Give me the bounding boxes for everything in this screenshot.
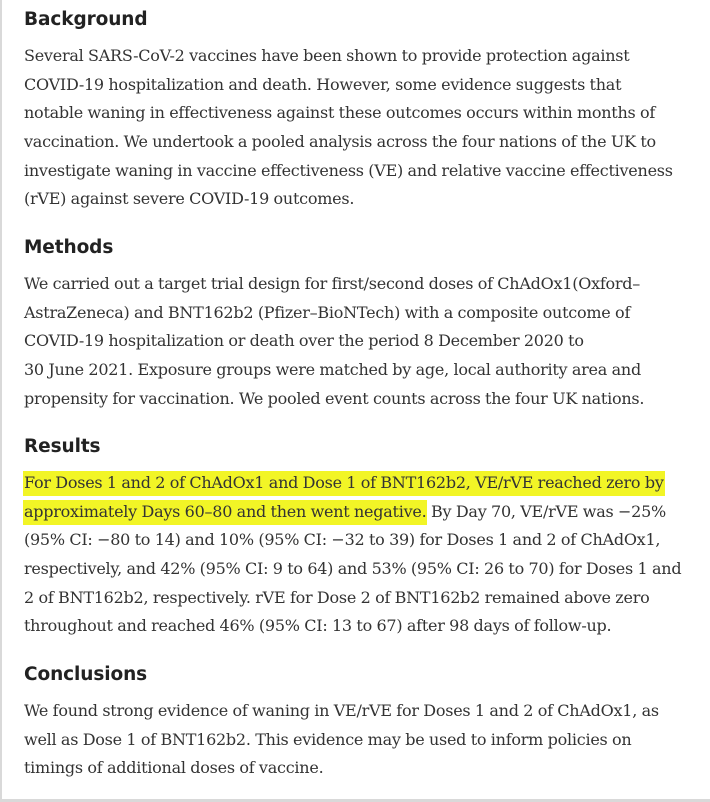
text-line: throughout and reached 46% (95% CI: 13 to 67) after 98 days of follow-up. <box>24 616 612 636</box>
methods-paragraph <box>24 270 696 413</box>
text-line: COVID-19 hospitalization or death over the period 8 December 2020 to <box>24 331 584 351</box>
left-border <box>0 0 2 802</box>
text-line: COVID-19 hospitalization and death. However, some evidence suggests that <box>24 74 622 94</box>
results-paragraph <box>24 469 696 641</box>
text-line: 2 of BNT162b2, respectively. rVE for Dose 2 of BNT162b2 remained above zero <box>24 587 650 607</box>
text-line <box>24 498 696 527</box>
results-heading: Results <box>24 436 101 457</box>
text-line: well as Dose 1 of BNT162b2. This evidence may be used to inform policies on <box>24 729 632 749</box>
highlighted-text: For Doses 1 and 2 of ChAdOx1 and Dose 1 of BNT162b2, VE/rVE reached zero by <box>23 471 665 496</box>
text-line: Several SARS-CoV-2 vaccines have been shown to provide protection against <box>24 46 630 65</box>
background-section <box>24 6 696 214</box>
text-line: We found strong evidence of waning in VE/rVE for Doses 1 and 2 of ChAdOx1, as <box>24 701 659 720</box>
text-line: (95% CI: −80 to 14) and 10% (95% CI: −32 to 39) for Doses 1 and 2 of ChAdOx1, <box>24 530 661 550</box>
highlighted-text: approximately Days 60–80 and then went negative. <box>23 500 427 525</box>
conclusions-section <box>24 661 696 783</box>
conclusions-paragraph <box>24 697 696 783</box>
text-line: timings of additional doses of vaccine. <box>24 758 324 778</box>
background-heading: Background <box>24 9 148 30</box>
text-span: By Day 70, VE/rVE was −25% <box>426 501 666 521</box>
text-line: (rVE) against severe COVID-19 outcomes. <box>24 189 355 209</box>
methods-section <box>24 234 696 413</box>
text-line: 30 June 2021. Exposure groups were matched by age, local authority area and <box>24 360 641 380</box>
text-line: propensity for vaccination. We pooled event counts across the four UK nations. <box>24 388 645 408</box>
text-line: We carried out a target trial design for first/second doses of ChAdOx1(Oxford– <box>24 274 641 293</box>
text-line: AstraZeneca) and BNT162b2 (Pfizer–BioNTech) with a composite outcome of <box>24 302 631 322</box>
results-section <box>24 433 696 641</box>
text-line: vaccination. We undertook a pooled analysis across the four nations of the UK to <box>24 132 656 152</box>
text-line <box>24 469 696 498</box>
text-line: notable waning in effectiveness against these outcomes occurs within months of <box>24 103 656 123</box>
conclusions-heading: Conclusions <box>24 664 148 685</box>
text-line: respectively, and 42% (95% CI: 9 to 64) and 53% (95% CI: 26 to 70) for Doses 1 and <box>24 559 682 579</box>
text-line: investigate waning in vaccine effectiveness (VE) and relative vaccine effectiveness <box>24 160 673 180</box>
background-paragraph <box>24 42 696 214</box>
methods-heading: Methods <box>24 237 114 258</box>
